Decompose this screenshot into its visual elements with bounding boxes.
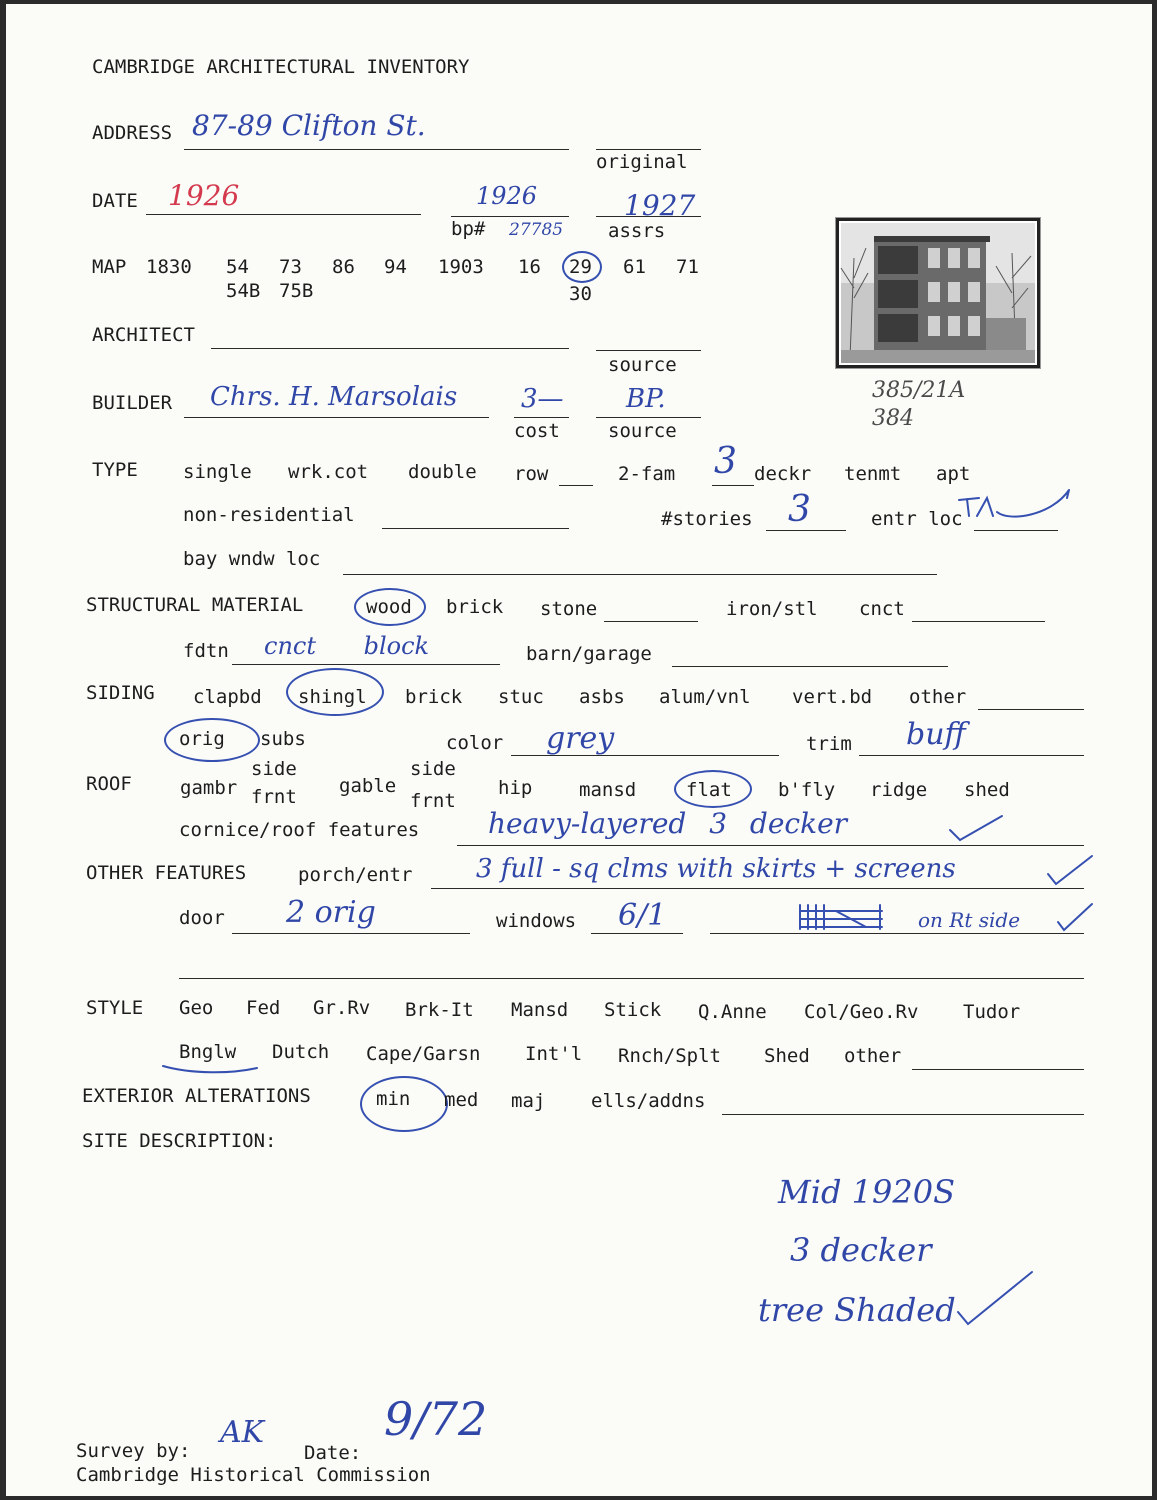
builder-value: Chrs. H. Marsolais — [210, 382, 458, 412]
roof-option-selected: flat — [686, 779, 732, 801]
deckr-line — [712, 485, 754, 486]
style-option: Fed — [246, 997, 281, 1019]
builder-label: BUILDER — [92, 392, 173, 414]
windows-line — [591, 933, 683, 934]
color-value: grey — [546, 721, 615, 756]
bay-wndw-loc-label: bay wndw loc — [183, 548, 321, 570]
form-title: CAMBRIDGE ARCHITECTURAL INVENTORY — [92, 56, 470, 78]
map-year: 86 — [332, 256, 355, 278]
min-circle — [360, 1076, 448, 1132]
siding-option: asbs — [579, 686, 625, 708]
map-year-sub: 75B — [279, 280, 314, 302]
door-value: 2 orig — [286, 895, 376, 930]
address-line — [184, 149, 569, 150]
building-photo-image — [836, 218, 1040, 368]
stories-label: #stories — [661, 508, 753, 530]
cost-value: 3— — [521, 384, 564, 414]
style-other-line — [912, 1069, 1084, 1070]
roof-side: side — [410, 758, 456, 780]
survey-date-label: Date: — [304, 1442, 362, 1464]
row-line — [559, 485, 593, 486]
map-year: 94 — [384, 256, 407, 278]
builder-source-value: BP. — [626, 384, 666, 414]
roof-option: ridge — [870, 779, 928, 801]
roof-frnt: frnt — [251, 786, 297, 808]
alteration-option-selected: min — [376, 1088, 411, 1110]
trim-label: trim — [806, 733, 852, 755]
fdtn-value: cnct block — [264, 632, 430, 660]
date-value: 1926 — [168, 179, 240, 212]
builder-line — [184, 417, 489, 418]
style-option: Gr.Rv — [313, 997, 371, 1019]
type-option: apt — [936, 463, 971, 485]
style-option: Brk-It — [405, 999, 474, 1021]
style-option: Geo — [179, 997, 214, 1019]
siding-option: other — [909, 686, 967, 708]
bp-year-value: 1926 — [476, 182, 538, 210]
original-line — [596, 149, 701, 150]
cornice-label: cornice/roof features — [179, 819, 420, 841]
siding-label: SIDING — [86, 682, 155, 704]
map-year: 1830 — [146, 256, 192, 278]
type-option-selected: deckr — [754, 463, 812, 485]
architect-line — [211, 348, 569, 349]
orig-circle — [164, 718, 260, 762]
photo-ref: 385/21A — [872, 378, 966, 403]
original-label: original — [596, 151, 688, 173]
site-check — [956, 1268, 1036, 1328]
cnct-line — [912, 621, 1045, 622]
structural-option: stone — [540, 598, 598, 620]
cornice-line — [457, 845, 1084, 846]
alteration-option: maj — [511, 1090, 546, 1112]
site-description-line3: tree Shaded — [758, 1291, 956, 1329]
door-label: door — [179, 907, 225, 929]
source-label: source — [608, 354, 677, 376]
stone-line — [604, 621, 698, 622]
cost-line — [514, 417, 569, 418]
deckr-count-value: 3 — [714, 441, 737, 482]
map-year: 73 — [279, 256, 302, 278]
bp-label: bp# — [451, 218, 486, 240]
non-residential-label: non-residential — [183, 504, 355, 526]
map-year-sub: 54B — [226, 280, 261, 302]
map-year: 1903 — [438, 256, 484, 278]
porch-check — [1046, 852, 1096, 888]
style-label: STYLE — [86, 997, 144, 1019]
windows-value: 6/1 — [618, 898, 667, 933]
trim-value: buff — [906, 717, 966, 752]
fdtn-label: fdtn — [183, 640, 229, 662]
blank-line — [179, 978, 1084, 979]
map-year: 54 — [226, 256, 249, 278]
assrs-label: assrs — [608, 220, 666, 242]
barn-garage-line — [672, 666, 948, 667]
roof-option: shed — [964, 779, 1010, 801]
siding-option: vert.bd — [792, 686, 873, 708]
type-option: tenmt — [844, 463, 902, 485]
style-option-selected: Bnglw — [179, 1041, 237, 1063]
roof-option: hip — [498, 777, 533, 799]
date-line — [146, 214, 421, 215]
type-option: row — [514, 463, 549, 485]
style-option: Col/Geo.Rv — [804, 1001, 919, 1023]
structural-option: cnct — [859, 598, 905, 620]
siding-option: brick — [405, 686, 463, 708]
type-option: double — [408, 461, 477, 483]
trim-line — [859, 755, 1084, 756]
assrs-year-value: 1927 — [624, 189, 696, 222]
flat-circle — [674, 770, 752, 808]
map-year: 71 — [676, 256, 699, 278]
roof-option: b'fly — [778, 779, 836, 801]
roof-side: side — [251, 758, 297, 780]
roof-frnt: frnt — [410, 790, 456, 812]
porch-value: 3 full - sq clms with skirts + screens — [476, 854, 956, 884]
map-label: MAP — [92, 256, 127, 278]
type-option: single — [183, 461, 252, 483]
building-photo — [835, 217, 1041, 369]
map-year-sub: 30 — [569, 283, 592, 305]
roof-option: gable — [339, 775, 397, 797]
survey-date-value: 9/72 — [384, 1392, 488, 1446]
structural-option: brick — [446, 596, 504, 618]
structural-material-label: STRUCTURAL MATERIAL — [86, 594, 304, 616]
builder-source-line — [596, 417, 701, 418]
source-label: source — [608, 420, 677, 442]
structural-option: iron/stl — [726, 598, 818, 620]
ells-addns-line — [722, 1114, 1084, 1115]
shingl-circle — [286, 668, 384, 716]
roof-label: ROOF — [86, 773, 132, 795]
siding-orig-selected: orig — [179, 728, 225, 750]
type-option: wrk.cot — [288, 461, 369, 483]
photo-ref2: 384 — [872, 406, 914, 431]
site-description-line1: Mid 1920S — [778, 1173, 956, 1211]
style-option: Tudor — [963, 1001, 1021, 1023]
commission-label: Cambridge Historical Commission — [76, 1464, 431, 1486]
style-option: Q.Anne — [698, 1001, 767, 1023]
address-value: 87-89 Clifton St. — [192, 109, 426, 142]
bay-wndw-loc-line — [343, 574, 937, 575]
map-year-circle — [562, 251, 602, 283]
style-option: Rnch/Splt — [618, 1045, 721, 1067]
siding-orig-option: subs — [260, 728, 306, 750]
siding-option: alum/vnl — [659, 686, 751, 708]
cornice-value: heavy-layered 3 decker — [488, 807, 848, 840]
style-option: Dutch — [272, 1041, 330, 1063]
cost-label: cost — [514, 420, 560, 442]
barn-garage-label: barn/garage — [526, 643, 652, 665]
survey-by-label: Survey by: — [76, 1440, 191, 1462]
style-option: Stick — [604, 999, 662, 1021]
roof-option: mansd — [579, 779, 637, 801]
fdtn-line — [232, 664, 500, 665]
type-label: TYPE — [92, 459, 138, 481]
exterior-alterations-label: EXTERIOR ALTERATIONS — [82, 1085, 311, 1107]
type-option: 2-fam — [618, 463, 676, 485]
style-option: Shed — [764, 1045, 810, 1067]
entr-loc-line — [974, 530, 1058, 531]
style-option: Mansd — [511, 999, 569, 1021]
non-residential-line — [382, 528, 569, 529]
bp-line — [451, 216, 569, 217]
structural-option-selected: wood — [366, 596, 412, 618]
window-sketch — [796, 901, 886, 933]
wood-circle — [354, 588, 426, 626]
bp-number-value: 27785 — [509, 220, 564, 240]
alteration-option: med — [444, 1089, 479, 1111]
stories-line — [766, 530, 846, 531]
siding-option-selected: shingl — [298, 686, 367, 708]
site-description-line2: 3 decker — [790, 1231, 932, 1269]
ells-addns-label: ells/addns — [591, 1090, 706, 1112]
map-year: 61 — [623, 256, 646, 278]
style-option: other — [844, 1045, 902, 1067]
survey-by-value: AK — [220, 1415, 265, 1450]
map-year: 16 — [518, 256, 541, 278]
porch-line — [431, 888, 1084, 889]
entr-loc-label: entr loc — [871, 508, 963, 530]
stories-value: 3 — [788, 489, 811, 530]
entr-loc-mark — [951, 486, 1071, 526]
assrs-line — [596, 216, 701, 217]
windows-label: windows — [496, 910, 577, 932]
windows-side-value: on Rt side — [918, 908, 1021, 932]
color-label: color — [446, 732, 504, 754]
architect-source-line — [596, 350, 701, 351]
architect-label: ARCHITECT — [92, 324, 195, 346]
siding-option: clapbd — [193, 686, 262, 708]
address-label: ADDRESS — [92, 122, 173, 144]
door-line — [232, 933, 470, 934]
siding-option: stuc — [498, 686, 544, 708]
windows-extra-line — [710, 933, 1084, 934]
porch-entr-label: porch/entr — [298, 864, 413, 886]
other-features-label: OTHER FEATURES — [86, 862, 247, 884]
cornice-check — [946, 812, 1006, 844]
style-option: Int'l — [525, 1043, 583, 1065]
siding-other-line — [978, 709, 1084, 710]
map-year-selected: 29 — [569, 256, 592, 278]
roof-option: gambr — [180, 777, 238, 799]
style-option: Cape/Garsn — [366, 1043, 481, 1065]
date-label: DATE — [92, 190, 138, 212]
inventory-form — [6, 4, 1152, 1496]
bnglw-underline — [161, 1062, 261, 1076]
site-description-label: SITE DESCRIPTION: — [82, 1130, 277, 1152]
windows-check — [1056, 900, 1096, 936]
